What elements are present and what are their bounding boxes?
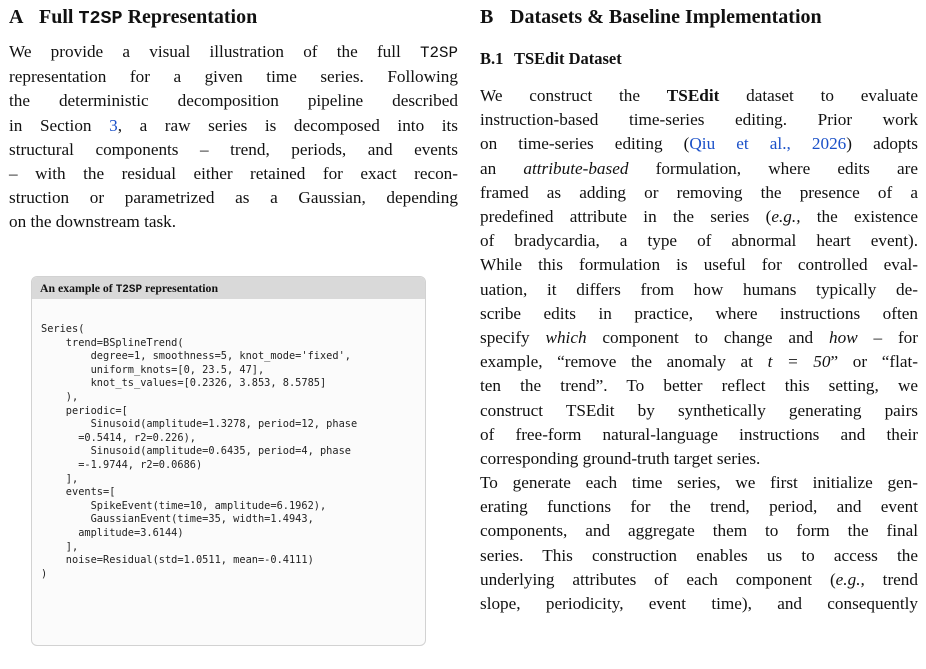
section-a-number: A [9, 6, 24, 28]
tsedit-bold: TSEdit [666, 86, 720, 105]
section-b-heading [480, 5, 822, 29]
math-t-50: t = 50 [767, 352, 831, 372]
section-a-title-pre: Full [39, 6, 79, 28]
section-a-title-post: Representation [122, 6, 258, 28]
para-line: representation for a given time series. Following [9, 67, 458, 87]
section-3-link[interactable]: 3 [109, 115, 118, 135]
section-a-heading [9, 5, 257, 31]
section-b-number: B [480, 6, 494, 28]
example-box-title: An example of T2SP representation [32, 277, 425, 299]
section-a-title-mono: T2SP [78, 8, 123, 29]
section-b-title: Datasets & Baseline Implementation [510, 6, 822, 28]
para-line: the deterministic decomposition pipeline described [9, 91, 458, 111]
tsedit-paragraph-1: We construct the TSEdit dataset to evaluate instruction-based time-series editing. Prior work on time-series editing (Qiu et al., 2026) adopts an attribute-based formulation, where edits are framed as adding or removing the presence of a predefined attribute in the series (e.g., the existence of bradycardia, a type of abnormal heart event). While this formulation is useful for controlled eval- uation, it differs from how humans typically de- scribe edits in practice, where instructions often specify which component to change and how – for example, “remove the anomaly at t = 50” or “flat- ten the trend”. To better reflect this setting, we construct TSEdit by synthetically generating pairs of free-form natural-language instructions and their corresponding ground-truth target series. [480, 86, 919, 469]
t2sp-code-block: Series( trend=BSplineTrend( degree=1, smoothness=5, knot_mode='fixed', uniform_knots=[0, 23.5, 47], knot_ts_values=[0.2326, 3.853, 8.5785] ), periodic=[ Sinusoid(amplitude=1.3278, period=12, phase =0.5414, r2=0.226), Sinusoid(amplitude=0.6435, period=4, phase =-1.9744, r2=0.0686) ], events=[ SpikeEvent(time=10, amplitude=6.1962), GaussianEvent(time=35, width=1.4943, amplitude=3.6144) ], noise=Residual(std=1.0511, mean=-0.4111) ) [41, 323, 358, 580]
para-line: struction or parametrized as a Gaussian, depending [9, 188, 458, 208]
para-line: We provide a visual illustration of the full T2SP [9, 42, 458, 62]
para-line: structural components – trend, periods, and events [9, 139, 458, 159]
para-line: in Section 3, a raw series is decomposed into its [9, 115, 458, 135]
para-line: on the downstream task. [9, 212, 177, 232]
subsection-b1-number: B.1 [480, 49, 504, 68]
section-a-paragraph [9, 40, 458, 235]
tsedit-paragraph-2: To generate each time series, we first initialize gen- erating functions for the trend, period, and event components, and aggregate them to form the final series. This construction enables us to access the underlying attributes of each component (e.g., trend slope, periodicity, event time), and consequently [480, 473, 918, 614]
subsection-b1-title: TSEdit Dataset [514, 49, 622, 68]
qiu-citation-link[interactable]: Qiu et al., 2026 [689, 134, 847, 154]
subsection-b1-heading [480, 49, 622, 69]
t2sp-example-box [31, 276, 426, 646]
para-line: – with the residual either retained for exact recon- [9, 164, 458, 184]
